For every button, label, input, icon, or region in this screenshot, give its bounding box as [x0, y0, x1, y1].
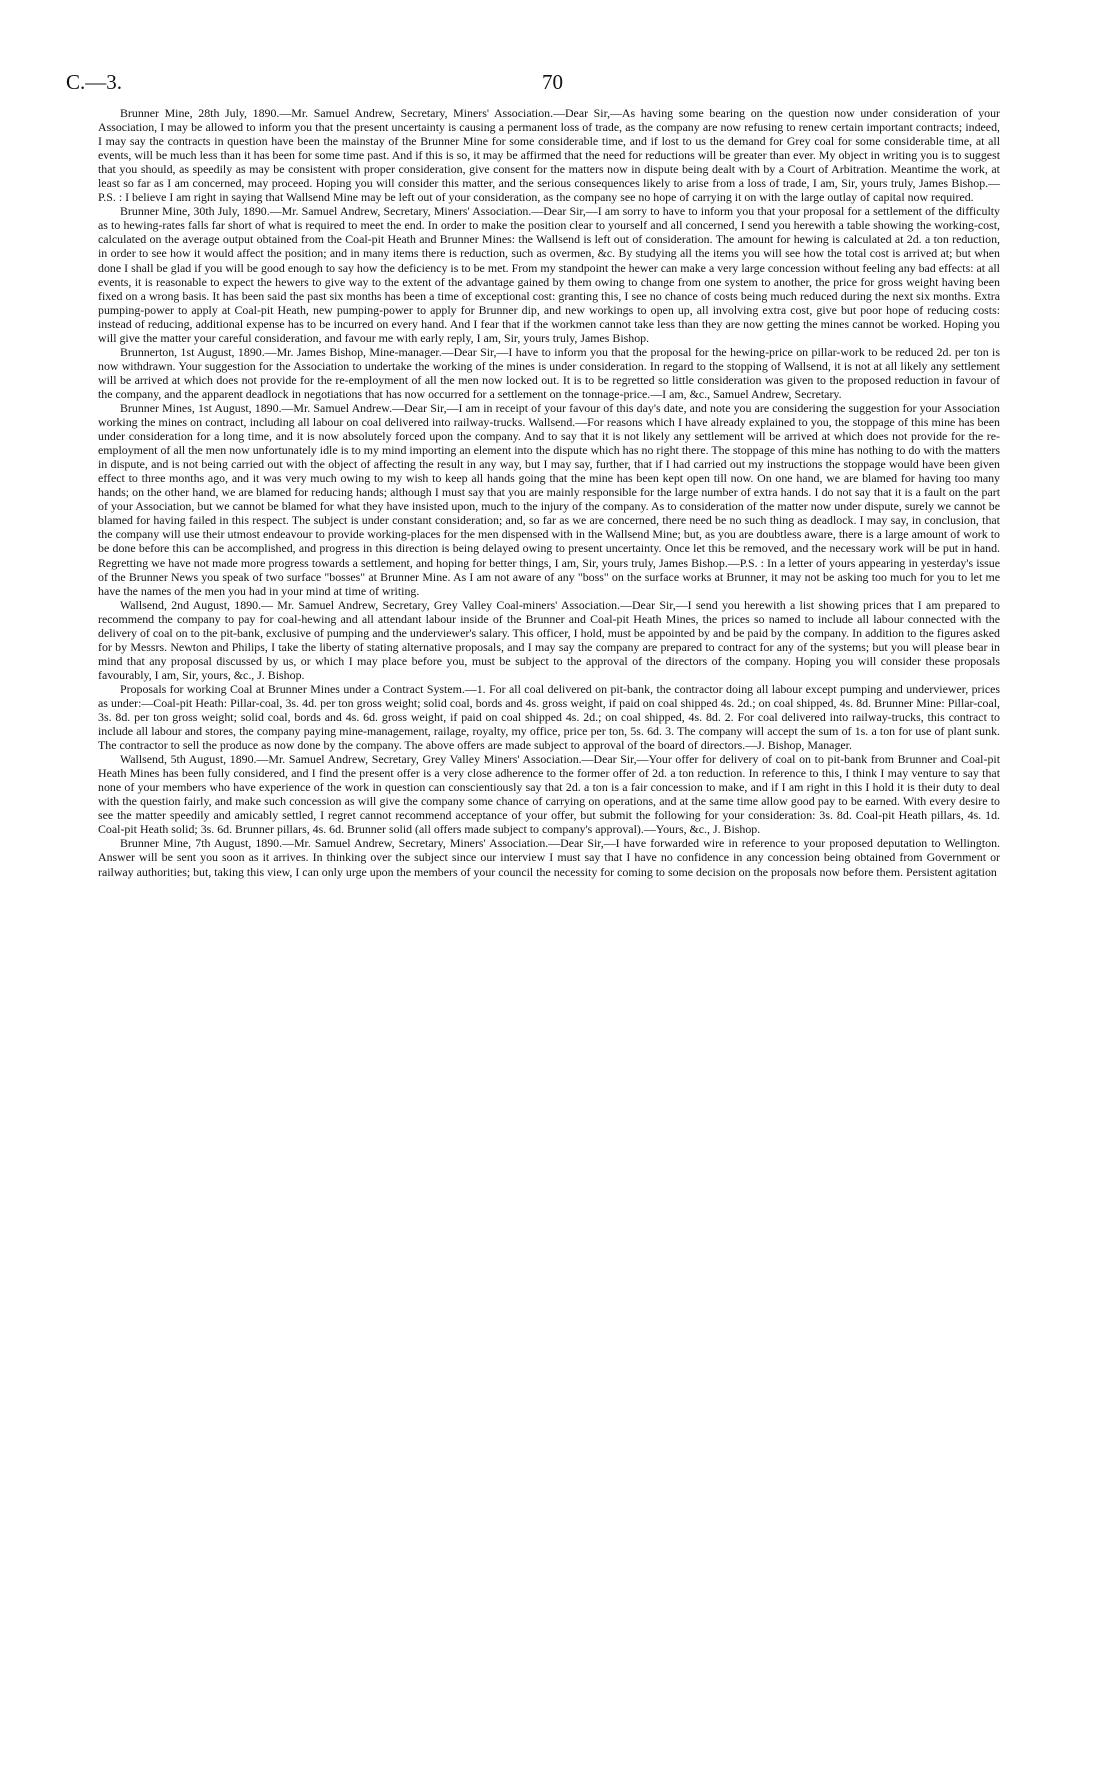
- letter-paragraph: Brunnerton, 1st August, 1890.—Mr. James Bishop, Mine-manager.—Dear Sir,—I have to inform you that the proposal for the hewing-price on pillar-work to be reduced 2d. per ton is now withdrawn. Your suggestion for the Association to undertake the working of the mines is under consideration. In regard to the stopping of Wallsend, it is not at all likely any settlement will be arrived at which does not provide for the re-employment of all the men now locked out. It is to be regretted so little consideration was given to the proposed reduction in favour of the company, and the apparent deadlock in negotiations that has now occurred for a settlement on the tonnage-price.—I am, &c., Samuel Andrew, Secretary.: [98, 344, 1000, 401]
- page-header: [66, 70, 1066, 96]
- page-number: 70: [542, 70, 563, 94]
- letter-paragraph: Wallsend, 2nd August, 1890.— Mr. Samuel Andrew, Secretary, Grey Valley Coal-miners' Association.—Dear Sir,—I send you herewith a list showing prices that I am prepared to recommend the company to pay for coal-hewing and all attendant labour inside of the Brunner and Coal-pit Heath Mines, the prices so named to include all labour connected with the delivery of coal on to the pit-bank, exclusive of pumping and the underviewer's salary. This officer, I hold, must be appointed by and be paid by the company. In addition to the figures asked for by Messrs. Newton and Philips, I take the liberty of stating alternative proposals, and I may say the company are prepared to contract for any of the systems; but you will please bear in mind that any proposal discussed by us, or which I may place before you, must be subject to the approval of the directors of the company. Hoping you will consider these proposals favourably, I am, Sir, yours, &c., J. Bishop.: [98, 597, 1000, 682]
- letter-paragraph: Brunner Mine, 28th July, 1890.—Mr. Samuel Andrew, Secretary, Miners' Association.—Dear Sir,—As having some bearing on the question now under consideration of your Association, I may be allowed to inform you that the present uncertainty is causing a permanent loss of trade, as the company are now refusing to renew certain important contracts; indeed, I may say the contracts in question have been the mainstay of the Brunner Mine for some considerable time, and if lost to us the demand for Grey coal for some considerable time, at all events, will be much less than it has been for some time past. And if this is so, it may be affirmed that the need for reductions will be greater than ever. My object in writing you is to suggest that you should, as speedily as may be consistent with proper consideration, give consent for the matters now in dispute being dealt with by a Court of Arbitration. Meantime the work, at least so far as I am concerned, may proceed. Hoping you will consider this matter, and the serious consequences likely to arise from a loss of trade, I am, Sir, yours truly, James Bishop.—P.S. : I believe I am right in saying that Wallsend Mine may be left out of your consideration, as the company see no hope of carrying it on with the large outlay of capital now required.: [98, 106, 1000, 205]
- letter-paragraph: Brunner Mine, 7th August, 1890.—Mr. Samuel Andrew, Secretary, Miners' Association.—Dear Sir,—I have forwarded wire in reference to your proposed deputation to Wellington. Answer will be sent you soon as it arrives. In thinking over the subject since our interview I must say that I have no confidence in any concession being obtained from Government or railway authorities; but, taking this view, I can only urge upon the members of your council the necessity for coming to some decision on the proposals now before them. Persistent agitation: [98, 836, 1000, 879]
- document-reference: C.—3.: [66, 70, 123, 94]
- proposals-paragraph: Proposals for working Coal at Brunner Mines under a Contract System.—1. For all coal delivered on pit-bank, the contractor doing all labour except pumping and underviewer, prices as under:—Coal-pit Heath: Pillar-coal, 3s. 4d. per ton gross weight; solid coal, bords and 4s. gross weight, if paid on coal shipped 4s. 2d.; on coal shipped, 4s. 8d. Brunner Mine: Pillar-coal, 3s. 8d. per ton gross weight; solid coal, bords and 4s. 6d. gross weight, if paid on coal shipped 4s. 2d.; on coal shipped, 4s. 8d. 2. For coal delivered into railway-trucks, this contract to include all labour and stores, the company paying mine-management, railage, royalty, my office, price per ton, 5s. 6d. 3. The company will accept the sum of 1s. a ton for use of plant sunk. The contractor to sell the produce as now done by the company. The above offers are made subject to approval of the board of directors.—J. Bishop, Manager.: [98, 681, 1000, 753]
- letter-paragraph: Brunner Mine, 30th July, 1890.—Mr. Samuel Andrew, Secretary, Miners' Association.—Dear Sir,—I am sorry to have to inform you that your proposal for a settlement of the difficulty as to hewing-rates falls far short of what is required to meet the end. In order to make the position clear to yourself and all concerned, I send you herewith a table showing the working-cost, calculated on the average output obtained from the Coal-pit Heath and Brunner Mines: the Wallsend is left out of consideration. The amount for hewing is calculated at 2d. a ton reduction, in order to see how it would affect the position; and in many items there is reduction, such as overmen, &c. By studying all the items you will see how the total cost is arrived at; but when done I shall be glad if you will be good enough to say how the deficiency is to be met. From my standpoint the hewer can make a very large concession without feeling any bad effects: at all events, it is reasonable to expect the hewers to give way to the extent of the advantage gained by them owing to change from one system to another, the price for gross weight having been fixed on a wrong basis. It has been said the past six months has been a time of exceptional cost: granting this, I see no chance of costs being much reduced during the next six months. Extra pumping-power to apply at Coal-pit Heath, new pumping-power to apply for Brunner dip, and new workings to open up, all involving extra cost, give but poor hope of reducing costs: instead of reducing, additional expense has to be incurred on every hand. And I fear that if the workmen cannot take less than they are now getting the mines cannot be worked. Hoping you will give the matter your careful consideration, and favour me with early reply, I am, Sir, yours truly, James Bishop.: [98, 204, 1000, 345]
- letter-paragraph: Brunner Mines, 1st August, 1890.—Mr. Samuel Andrew.—Dear Sir,—I am in receipt of your favour of this day's date, and note you are considering the suggestion for your Association working the mines on contract, including all labour on coal delivered into railway-trucks. Wallsend.—For reasons which I have already explained to you, the stoppage of this mine has been under consideration for a long time, and it is now absolutely forced upon the company. And to say that it is not likely any settlement will be arrived at which does not provide for the re-employment of all the men now unfortunately idle is to my mind importing an element into the dispute which has no right there. The stoppage of this mine has nothing to do with the matters in dispute, and is not being carried out with the object of affecting the result in any way, but I may say, further, that if I had carried out my instructions the stoppage would have been given effect to three months ago, and it was very much owing to my wish to keep all hands going that the mine has been kept open till now. On one hand, we are blamed for having too many hands; on the other hand, we are blamed for reducing hands; although I must say that you are mainly responsible for the large number of extra hands. I do not say that it is a fault on the part of your Association, but we cannot be blamed for what they have insisted upon, much to the injury of the company. As to consideration of the matter now under dispute, surely we cannot be blamed for having failed in this respect. The subject is under constant consideration; and, so far as we are concerned, there need be no such thing as deadlock. I may say, in conclusion, that the company will use their utmost endeavour to provide working-places for the men dispensed with in the Wallsend Mine; but, as you are doubtless aware, there is a large amount of work to be done before this can be accomplished, and progress in this direction is being delayed owing to present uncertainty. Once let this be removed, and the necessary work will be put in hand. Regretting we have not made more progress towards a settlement, and hoping for better things, I am, Sir, yours truly, James Bishop.—P.S. : In a letter of yours appearing in yesterday's issue of the Brunner News you speak of two surface "bosses" at Brunner Mine. As I am not aware of any "boss" on the surface works at Brunner, it may not be asking too much for you to let me have the names of the men you had in your mind at time of writing.: [98, 400, 1000, 598]
- letters-body: [98, 106, 1000, 879]
- letter-paragraph: Wallsend, 5th August, 1890.—Mr. Samuel Andrew, Secretary, Grey Valley Miners' Association.—Dear Sir,—Your offer for delivery of coal on to pit-bank from Brunner and Coal-pit Heath Mines has been fully considered, and I find the present offer is a very close adherence to the former offer of 2d. a ton reduction. In reference to this, I think I may venture to say that none of your members who have experience of the work in question can conscientiously say that 2d. a ton is a fair concession to make, and if I am right in this I hold it is their duty to deal with the question fairly, and make such concession as will give the company some chance of carrying on operations, and at the same time allow good pay to be earned. With every desire to see the matter speedily and amicably settled, I regret cannot recommend acceptance of your offer, but submit the following for your consideration: 3s. 8d. Coal-pit Heath pillars, 4s. 1d. Coal-pit Heath solid; 3s. 6d. Brunner pillars, 4s. 6d. Brunner solid (all offers made subject to company's approval).—Yours, &c., J. Bishop.: [98, 752, 1000, 837]
